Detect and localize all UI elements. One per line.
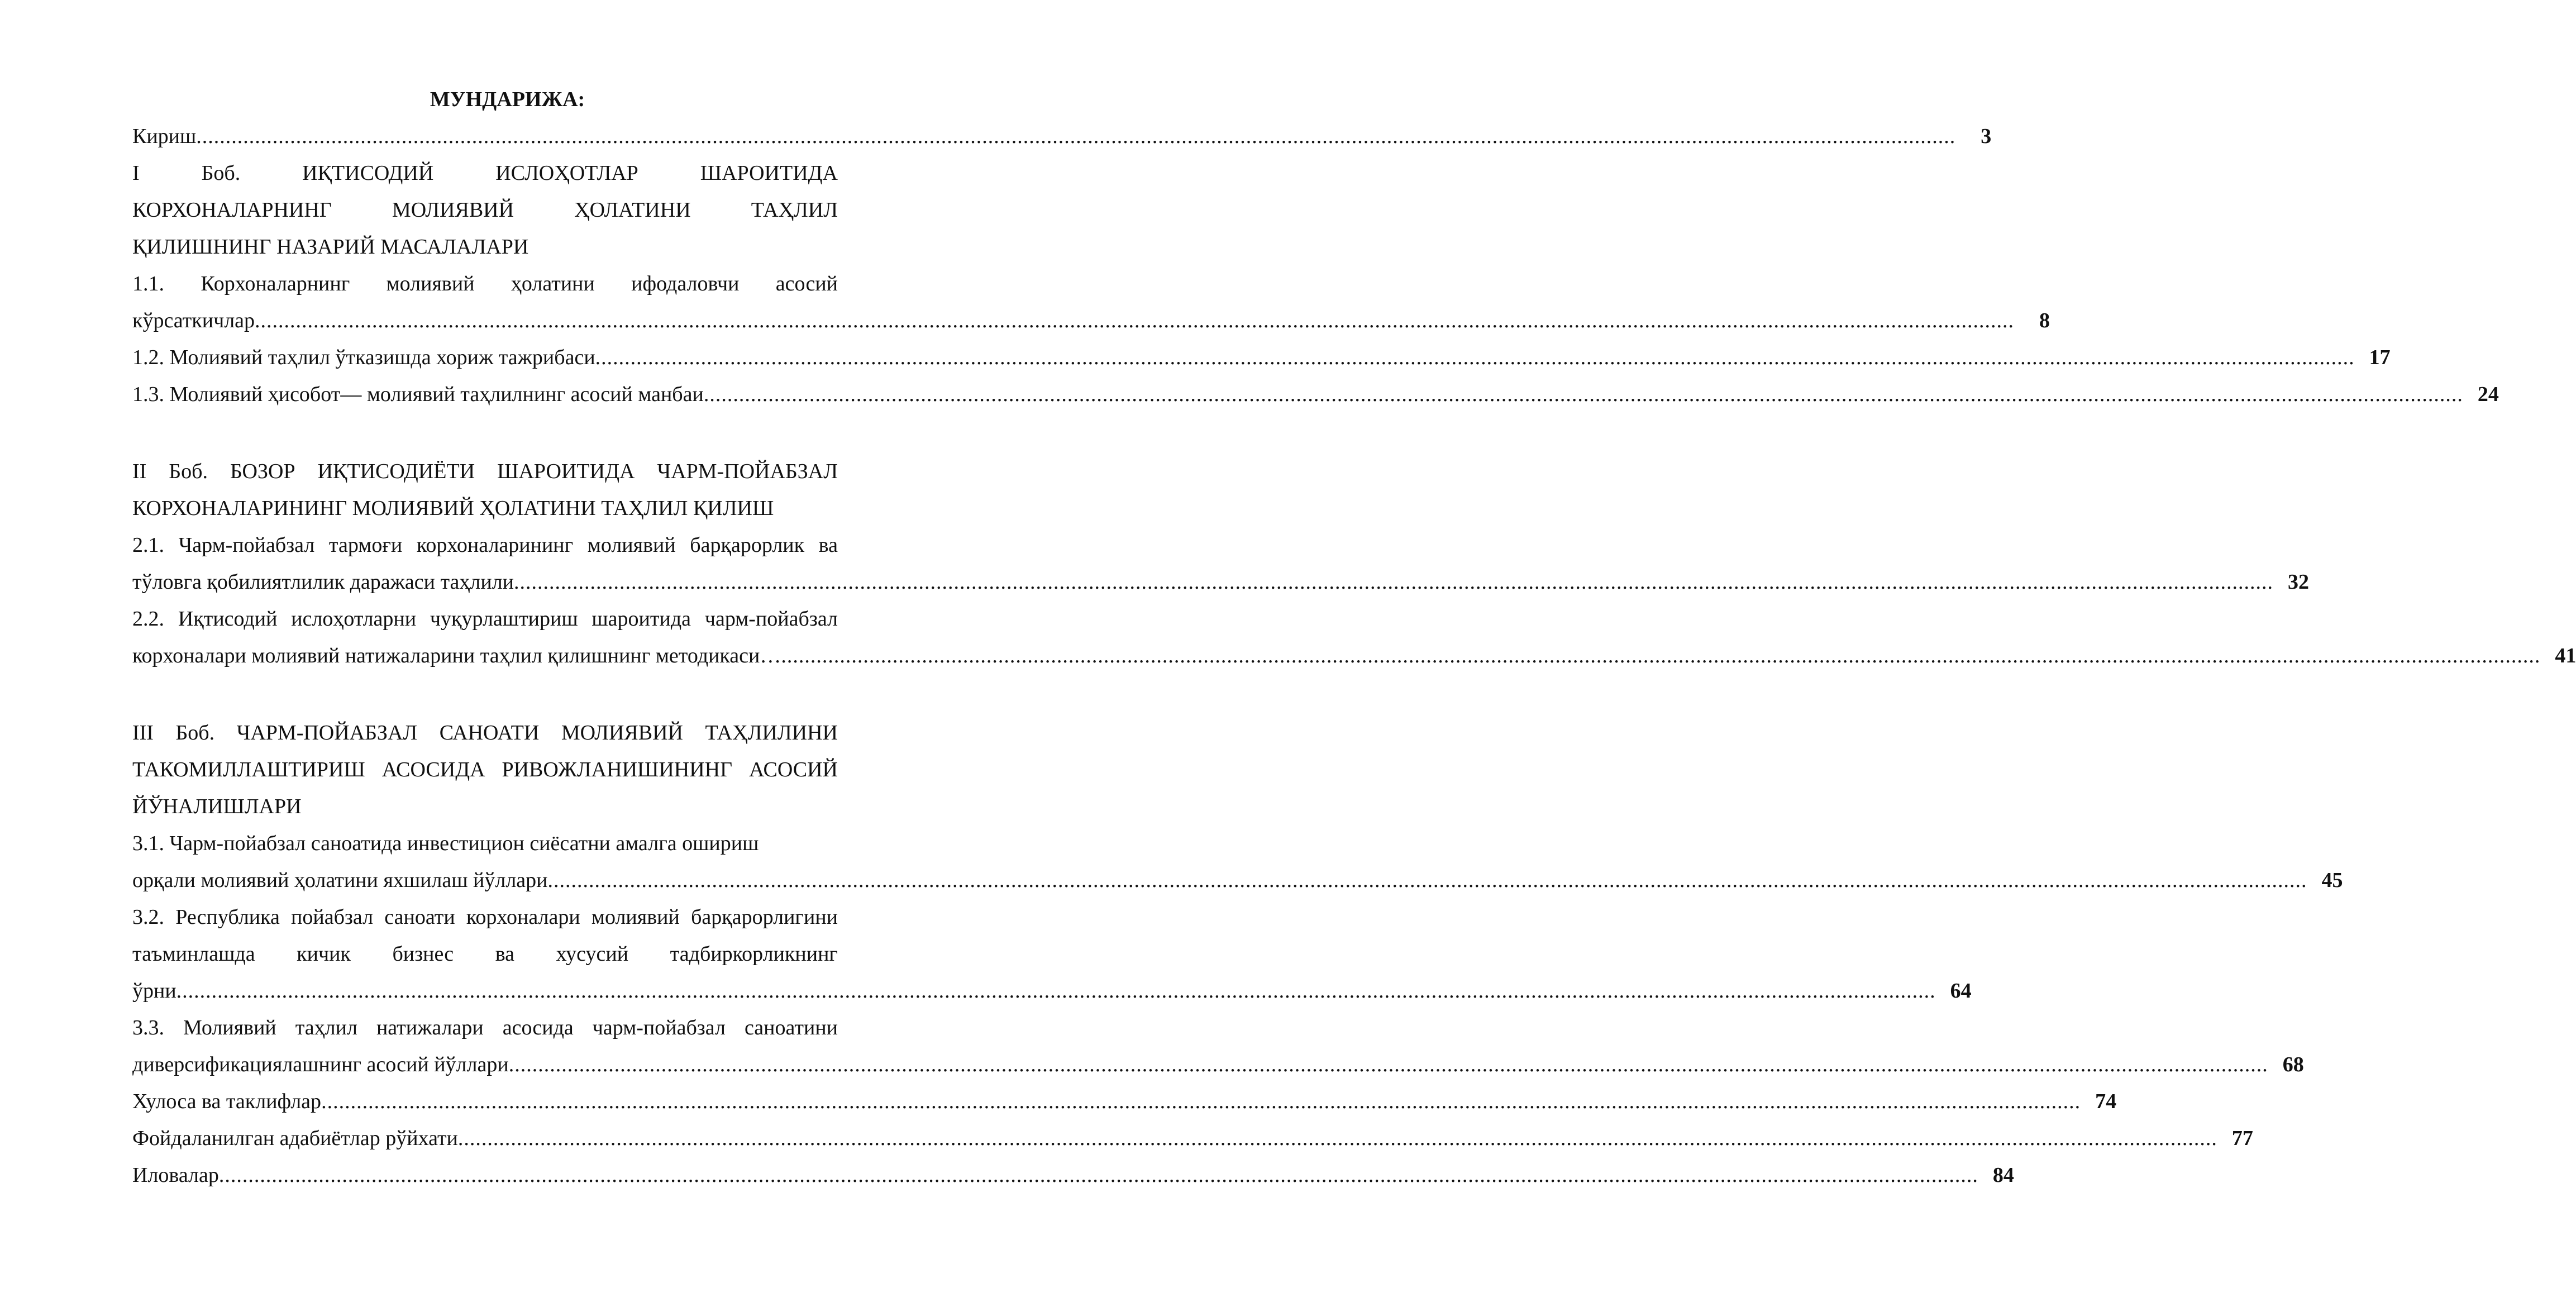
chapter-heading-line: ТАКОМИЛЛАШТИРИШ АСОСИДА РИВОЖЛАНИШИНИНГ АСОСИЙ — [132, 758, 838, 781]
chapter-heading-line — [132, 228, 838, 265]
toc-entry-line: 1.1. Корхоналарнинг молиявий ҳолатини ифодаловчи асосий — [132, 272, 838, 295]
toc-entry-appendices — [132, 1157, 2014, 1194]
toc-page-number: 64 — [1950, 979, 1972, 1003]
leader-dots: ............................................................................................................................................................................................................................................................................................................ — [321, 1090, 2081, 1113]
section-spacer — [132, 674, 838, 714]
leader-dots: ............................................................................................................................................................................................................................................................................................................ — [514, 570, 2274, 594]
chapter-heading-text: ҚИЛИШНИНГ НАЗАРИЙ МАСАЛАЛАРИ — [132, 235, 529, 259]
toc-entry-text: корхоналари молиявий натижаларини таҳлил қилишнинг методикаси… — [132, 644, 781, 667]
toc-entry-line: 3.3. Молиявий таҳлил натижалари асосида чарм-пойабзал саноатини — [132, 1016, 838, 1039]
toc-entry-text: кўрсаткичлар — [132, 309, 255, 332]
toc-page-number: 74 — [2095, 1090, 2117, 1113]
toc-entry-1-2 — [132, 339, 2391, 376]
toc-entry-text: 1.2. Молиявий таҳлил ўтказишда хориж тажрибаси — [132, 346, 595, 369]
section-spacer — [132, 413, 838, 453]
toc-page-number: 77 — [2231, 1127, 2253, 1150]
toc-page-number: 68 — [2282, 1053, 2304, 1076]
leader-dots: ............................................................................................................................................................................................................................................................................................................ — [176, 979, 1936, 1003]
toc-entry-2-2 — [132, 637, 2576, 674]
toc-entry-text: Иловалар — [132, 1163, 219, 1187]
leader-dots: ............................................................................................................................................................................................................................................................................................................ — [595, 346, 2355, 369]
toc-entry-line: 2.2. Иқтисодий ислоҳотларни чуқурлаштириш шароитида чарм-пойабзал — [132, 607, 838, 631]
chapter-heading-line: КОРХОНАЛАРНИНГ МОЛИЯВИЙ ҲОЛАТИНИ ТАҲЛИЛ — [132, 198, 838, 222]
chapter-heading-line — [132, 788, 838, 825]
chapter-heading-line: II Боб. БОЗОР ИҚТИСОДИЁТИ ШАРОИТИДА ЧАРМ-ПОЙАБЗАЛ — [132, 460, 838, 483]
toc-page-number: 3 — [1981, 125, 1992, 148]
toc-entry-3-2 — [132, 972, 1972, 1009]
toc-entry-text: 1.3. Молиявий ҳисобот— молиявий таҳлилнинг асосий манбаи — [132, 383, 704, 406]
chapter-heading-line — [132, 490, 838, 527]
toc-entry-references — [132, 1120, 2253, 1157]
leader-dots: ............................................................................................................................................................................................................................................................................................................ — [457, 1127, 2217, 1150]
leader-dots: ............................................................................................................................................................................................................................................................................................................ — [547, 869, 2307, 892]
toc-page-number: 8 — [2039, 309, 2050, 332]
toc-page-number: 84 — [1992, 1163, 2014, 1187]
toc-entry-text: орқали молиявий ҳолатини яхшилаш йўллари — [132, 869, 548, 892]
toc-entry-line: 2.1. Чарм-пойабзал тармоғи корхоналарининг молиявий барқарорлик ва — [132, 533, 838, 557]
table-of-contents — [132, 81, 2576, 1194]
chapter-heading-line: I Боб. ИҚТИСОДИЙ ИСЛОҲОТЛАР ШАРОИТИДА — [132, 161, 838, 185]
toc-page-number: 17 — [2369, 346, 2391, 369]
leader-dots: ............................................................................................................................................................................................................................................................................................................ — [781, 644, 2541, 667]
toc-entry-text: Кириш — [132, 125, 197, 148]
leader-dots: ............................................................................................................................................................................................................................................................................................................ — [255, 309, 2015, 332]
leader-dots: ............................................................................................................................................................................................................................................................................................................ — [196, 125, 1956, 148]
toc-page-number: 45 — [2321, 869, 2343, 892]
toc-entry-3-1 — [132, 862, 2343, 899]
toc-entry-text: Фойдаланилган адабиётлар рўйхати — [132, 1127, 458, 1150]
leader-dots: ............................................................................................................................................................................................................................................................................................................ — [703, 383, 2463, 406]
toc-page-number: 32 — [2288, 570, 2310, 594]
toc-entry-1-3 — [132, 376, 2499, 413]
chapter-heading-text: КОРХОНАЛАРИНИНГ МОЛИЯВИЙ ҲОЛАТИНИ ТАҲЛИЛ ҚИЛИШ — [132, 497, 774, 520]
toc-entry-2-1 — [132, 564, 2310, 600]
chapter-heading-text: ЙЎНАЛИШЛАРИ — [132, 795, 302, 818]
toc-entry-line — [132, 825, 838, 862]
toc-page-number: 24 — [2477, 383, 2499, 406]
toc-title: МУНДАРИЖА: — [430, 88, 585, 111]
toc-entry-text: 3.1. Чарм-пойабзал саноатида инвестицион сиёсатни амалга ошириш — [132, 832, 759, 855]
toc-entry-3-3 — [132, 1046, 2304, 1083]
leader-dots: ............................................................................................................................................................................................................................................................................................................ — [218, 1163, 1978, 1187]
toc-entry-text: ўрни — [132, 979, 176, 1003]
toc-entry-line: 3.2. Республика пойабзал саноати корхоналари молиявий барқарорлигини — [132, 905, 838, 929]
toc-entry-line: таъминлашда кичик бизнес ва хусусий тадбиркорликнинг — [132, 942, 838, 966]
toc-entry-conclusion — [132, 1083, 2117, 1120]
toc-entry-text: диверсификациялашнинг асосий йўллари — [132, 1053, 509, 1076]
toc-entry-intro — [132, 118, 1992, 155]
chapter-heading-line: III Боб. ЧАРМ-ПОЙАБЗАЛ САНОАТИ МОЛИЯВИЙ ТАҲЛИЛИНИ — [132, 721, 838, 745]
toc-page-number: 41 — [2555, 644, 2576, 667]
toc-entry-1-1 — [132, 302, 2050, 339]
toc-entry-text: Хулоса ва таклифлар — [132, 1090, 322, 1113]
leader-dots: ............................................................................................................................................................................................................................................................................................................ — [508, 1053, 2268, 1076]
toc-entry-text: тўловга қобилиятлилик даражаси таҳлили — [132, 570, 514, 594]
